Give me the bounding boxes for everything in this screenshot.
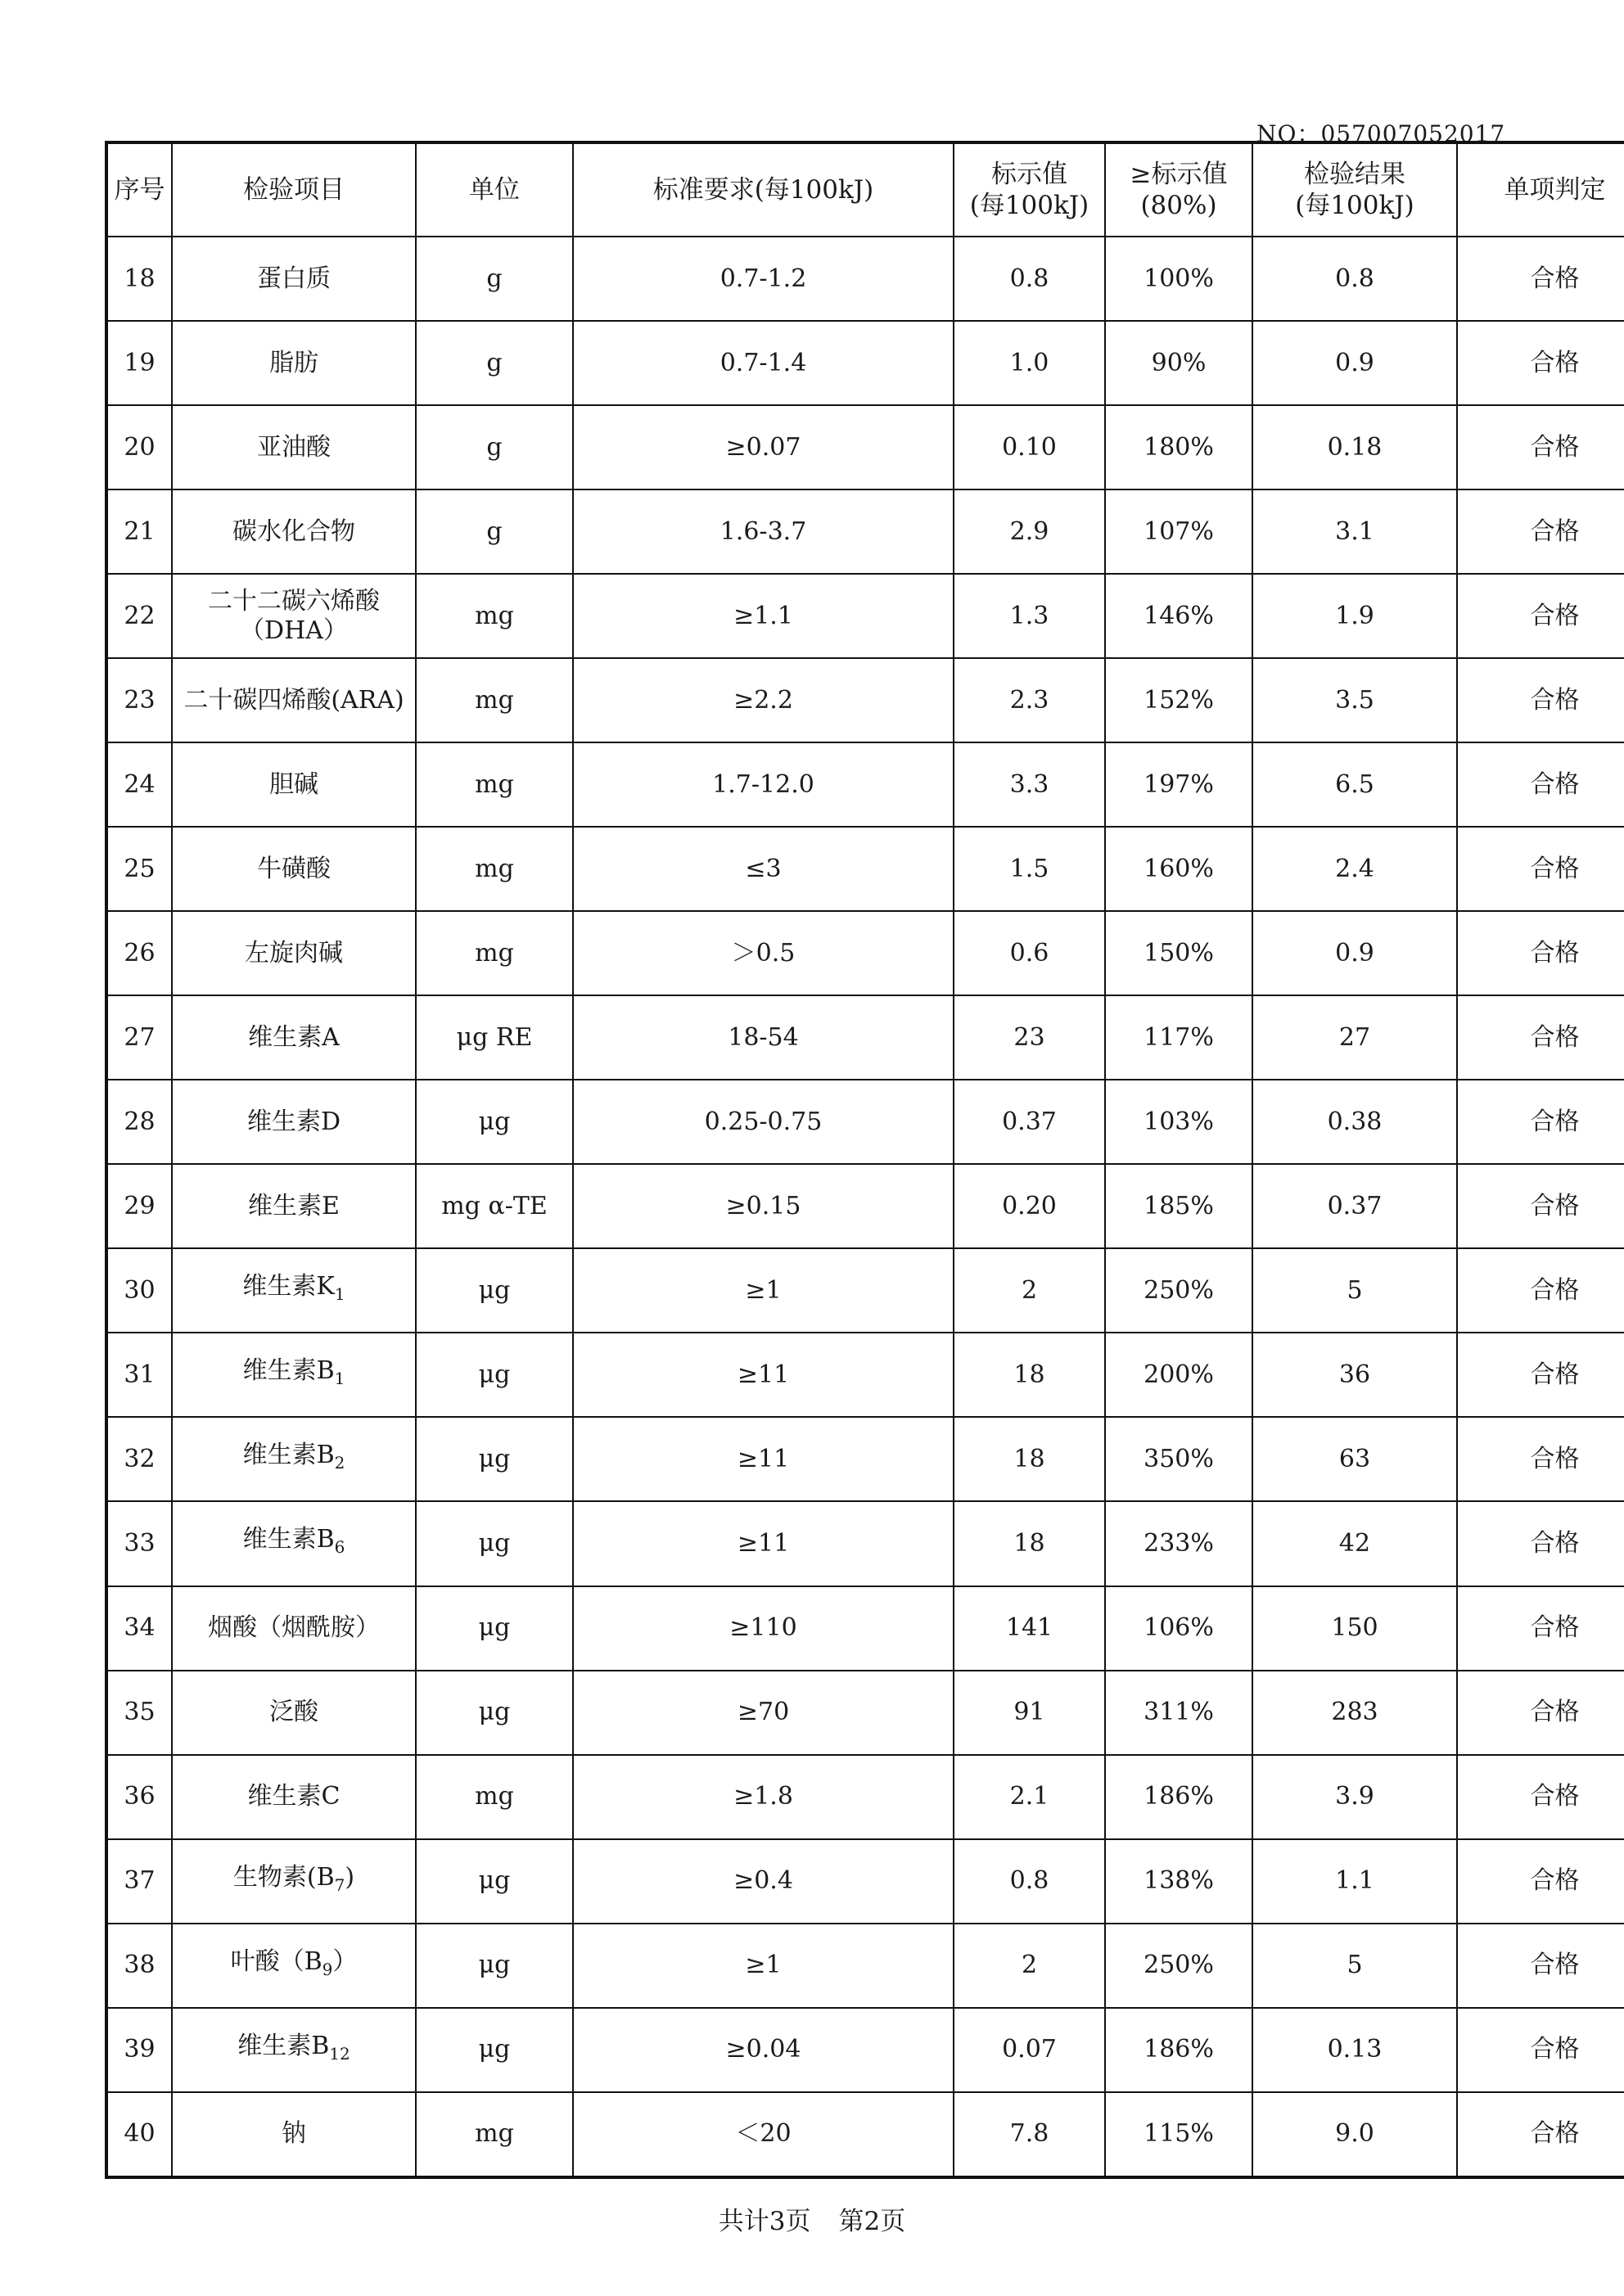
cell-item <box>172 911 416 995</box>
cell-no: 30 <box>106 1248 172 1333</box>
header-unit: 单位 <box>416 142 573 237</box>
cell-unit: μg RE <box>416 995 573 1080</box>
cell-unit: g <box>416 489 573 574</box>
cell-standard: ≥1.8 <box>573 1755 954 1839</box>
item-name: 维生素B <box>242 1356 335 1386</box>
cell-standard: ≥70 <box>573 1671 954 1755</box>
cell-verdict: 合格 <box>1457 1417 1624 1501</box>
cell-standard: ≥2.2 <box>573 658 954 742</box>
cell-ratio: 90% <box>1105 321 1252 405</box>
cell-unit: mg α-TE <box>416 1164 573 1248</box>
cell-item <box>172 742 416 827</box>
cell-item <box>172 1755 416 1839</box>
cell-verdict: 合格 <box>1457 2008 1624 2092</box>
cell-item <box>172 1924 416 2008</box>
cell-labeled-value: 3.3 <box>954 742 1105 827</box>
item-name: 脂肪 <box>269 348 318 377</box>
cell-result: 0.13 <box>1252 2008 1457 2092</box>
cell-ratio: 197% <box>1105 742 1252 827</box>
cell-verdict: 合格 <box>1457 995 1624 1080</box>
header-labeled-value: 标示值 (每100kJ) <box>954 142 1105 237</box>
cell-ratio: 152% <box>1105 658 1252 742</box>
cell-result: 283 <box>1252 1671 1457 1755</box>
cell-result: 150 <box>1252 1586 1457 1671</box>
cell-result: 0.37 <box>1252 1164 1457 1248</box>
table-row <box>106 574 1624 658</box>
cell-no: 22 <box>106 574 172 658</box>
cell-unit: g <box>416 237 573 321</box>
item-name: 二十二碳六烯酸 （DHA） <box>208 586 380 645</box>
cell-standard: ≤3 <box>573 827 954 911</box>
cell-standard: 1.7-12.0 <box>573 742 954 827</box>
cell-result: 63 <box>1252 1417 1457 1501</box>
cell-standard: ＞0.5 <box>573 911 954 995</box>
cell-no: 23 <box>106 658 172 742</box>
cell-result: 0.9 <box>1252 321 1457 405</box>
cell-unit: mg <box>416 911 573 995</box>
table-row <box>106 1080 1624 1164</box>
cell-labeled-value: 0.37 <box>954 1080 1105 1164</box>
cell-verdict: 合格 <box>1457 742 1624 827</box>
cell-verdict: 合格 <box>1457 1248 1624 1333</box>
cell-unit: μg <box>416 1839 573 1924</box>
cell-standard: ≥0.15 <box>573 1164 954 1248</box>
cell-ratio: 103% <box>1105 1080 1252 1164</box>
cell-labeled-value: 1.5 <box>954 827 1105 911</box>
table-row <box>106 1755 1624 1839</box>
item-name: 胆碱 <box>269 769 318 799</box>
cell-result: 9.0 <box>1252 2092 1457 2177</box>
total-pages: 共计3页 <box>718 2207 811 2236</box>
cell-item <box>172 995 416 1080</box>
cell-ratio: 117% <box>1105 995 1252 1080</box>
cell-labeled-value: 1.3 <box>954 574 1105 658</box>
cell-labeled-value: 23 <box>954 995 1105 1080</box>
cell-ratio: 160% <box>1105 827 1252 911</box>
cell-no: 20 <box>106 405 172 489</box>
header-ratio: ≥标示值 (80%) <box>1105 142 1252 237</box>
item-subscript: 2 <box>334 1453 345 1473</box>
current-page: 第2页 <box>838 2207 906 2236</box>
item-name: 泛酸 <box>269 1698 318 1727</box>
item-name: 碳水化合物 <box>232 516 355 546</box>
header-standard: 标准要求(每100kJ) <box>573 142 954 237</box>
cell-item <box>172 2008 416 2092</box>
cell-standard: ≥0.4 <box>573 1839 954 1924</box>
cell-item <box>172 1586 416 1671</box>
cell-item <box>172 1164 416 1248</box>
table-row <box>106 827 1624 911</box>
cell-standard: ≥11 <box>573 1417 954 1501</box>
cell-verdict: 合格 <box>1457 658 1624 742</box>
item-name: 维生素B <box>237 2031 330 2060</box>
table-row <box>106 1671 1624 1755</box>
cell-labeled-value: 141 <box>954 1586 1105 1671</box>
table-row <box>106 658 1624 742</box>
cell-unit: μg <box>416 1501 573 1586</box>
cell-result: 5 <box>1252 1248 1457 1333</box>
cell-no: 34 <box>106 1586 172 1671</box>
cell-verdict: 合格 <box>1457 1755 1624 1839</box>
cell-item <box>172 658 416 742</box>
cell-standard: 0.25-0.75 <box>573 1080 954 1164</box>
cell-ratio: 186% <box>1105 2008 1252 2092</box>
item-subscript: 6 <box>334 1537 345 1558</box>
cell-result: 42 <box>1252 1501 1457 1586</box>
cell-unit: g <box>416 321 573 405</box>
cell-no: 27 <box>106 995 172 1080</box>
cell-ratio: 186% <box>1105 1755 1252 1839</box>
cell-ratio: 138% <box>1105 1839 1252 1924</box>
cell-unit: μg <box>416 1924 573 2008</box>
cell-ratio: 250% <box>1105 1924 1252 2008</box>
cell-labeled-value: 18 <box>954 1333 1105 1417</box>
cell-item <box>172 1248 416 1333</box>
cell-ratio: 100% <box>1105 237 1252 321</box>
cell-ratio: 180% <box>1105 405 1252 489</box>
cell-unit: μg <box>416 1586 573 1671</box>
cell-result: 0.38 <box>1252 1080 1457 1164</box>
item-name: 烟酸（烟酰胺） <box>208 1613 380 1643</box>
table-row <box>106 1839 1624 1924</box>
table-row <box>106 1164 1624 1248</box>
cell-unit: μg <box>416 1417 573 1501</box>
item-name: 维生素K <box>242 1272 335 1301</box>
cell-verdict: 合格 <box>1457 489 1624 574</box>
table-row <box>106 321 1624 405</box>
cell-result: 0.18 <box>1252 405 1457 489</box>
cell-unit: μg <box>416 1333 573 1417</box>
cell-result: 0.9 <box>1252 911 1457 995</box>
cell-ratio: 107% <box>1105 489 1252 574</box>
cell-verdict: 合格 <box>1457 911 1624 995</box>
cell-verdict: 合格 <box>1457 574 1624 658</box>
cell-ratio: 200% <box>1105 1333 1252 1417</box>
item-name: 亚油酸 <box>257 432 331 462</box>
cell-labeled-value: 2.3 <box>954 658 1105 742</box>
cell-unit: g <box>416 405 573 489</box>
cell-item <box>172 2092 416 2177</box>
cell-standard: ≥110 <box>573 1586 954 1671</box>
cell-verdict: 合格 <box>1457 1586 1624 1671</box>
table-row <box>106 1501 1624 1586</box>
cell-verdict: 合格 <box>1457 1501 1624 1586</box>
cell-no: 33 <box>106 1501 172 1586</box>
cell-labeled-value: 2 <box>954 1924 1105 2008</box>
cell-result: 1.9 <box>1252 574 1457 658</box>
cell-result: 3.9 <box>1252 1755 1457 1839</box>
header-result: 检验结果 (每100kJ) <box>1252 142 1457 237</box>
cell-result: 27 <box>1252 995 1457 1080</box>
cell-standard: ≥0.04 <box>573 2008 954 2092</box>
item-name: 维生素B <box>242 1525 335 1554</box>
cell-verdict: 合格 <box>1457 1080 1624 1164</box>
cell-no: 28 <box>106 1080 172 1164</box>
item-name: 左旋肉碱 <box>245 938 343 968</box>
cell-item <box>172 1333 416 1417</box>
cell-no: 40 <box>106 2092 172 2177</box>
table-row <box>106 2008 1624 2092</box>
cell-labeled-value: 0.8 <box>954 1839 1105 1924</box>
table-row <box>106 1924 1624 2008</box>
cell-item <box>172 1417 416 1501</box>
cell-unit: μg <box>416 1671 573 1755</box>
cell-ratio: 350% <box>1105 1417 1252 1501</box>
cell-no: 35 <box>106 1671 172 1755</box>
cell-no: 38 <box>106 1924 172 2008</box>
cell-verdict: 合格 <box>1457 321 1624 405</box>
item-name: 钠 <box>282 2119 306 2149</box>
table-row <box>106 911 1624 995</box>
cell-no: 26 <box>106 911 172 995</box>
cell-labeled-value: 0.6 <box>954 911 1105 995</box>
cell-unit: mg <box>416 827 573 911</box>
cell-ratio: 250% <box>1105 1248 1252 1333</box>
item-name: 牛磺酸 <box>257 854 331 883</box>
table-row <box>106 405 1624 489</box>
item-name: 维生素B <box>242 1441 335 1470</box>
cell-ratio: 311% <box>1105 1671 1252 1755</box>
cell-ratio: 185% <box>1105 1164 1252 1248</box>
header-verdict: 单项判定 <box>1457 142 1624 237</box>
cell-labeled-value: 0.10 <box>954 405 1105 489</box>
cell-verdict: 合格 <box>1457 827 1624 911</box>
cell-item <box>172 1671 416 1755</box>
cell-verdict: 合格 <box>1457 1164 1624 1248</box>
cell-ratio: 146% <box>1105 574 1252 658</box>
cell-item <box>172 321 416 405</box>
item-name: 二十碳四烯酸(ARA) <box>183 685 404 715</box>
cell-verdict: 合格 <box>1457 405 1624 489</box>
cell-item <box>172 1839 416 1924</box>
cell-no: 31 <box>106 1333 172 1417</box>
cell-result: 1.1 <box>1252 1839 1457 1924</box>
cell-ratio: 233% <box>1105 1501 1252 1586</box>
cell-item <box>172 489 416 574</box>
table-row <box>106 742 1624 827</box>
cell-no: 36 <box>106 1755 172 1839</box>
item-suffix: ) <box>345 1862 355 1892</box>
cell-item <box>172 1501 416 1586</box>
cell-verdict: 合格 <box>1457 237 1624 321</box>
item-name: 蛋白质 <box>257 264 331 293</box>
cell-result: 36 <box>1252 1333 1457 1417</box>
cell-result: 2.4 <box>1252 827 1457 911</box>
cell-unit: μg <box>416 1248 573 1333</box>
cell-labeled-value: 2 <box>954 1248 1105 1333</box>
cell-labeled-value: 18 <box>954 1417 1105 1501</box>
cell-no: 37 <box>106 1839 172 1924</box>
item-name: 维生素C <box>247 1782 341 1811</box>
cell-standard: ≥1 <box>573 1248 954 1333</box>
cell-standard: ≥1 <box>573 1924 954 2008</box>
item-subscript: 1 <box>334 1284 345 1305</box>
table-row <box>106 1333 1624 1417</box>
table-row <box>106 489 1624 574</box>
table-header-row <box>106 142 1624 237</box>
cell-labeled-value: 91 <box>954 1671 1105 1755</box>
item-subscript: 7 <box>334 1874 345 1895</box>
cell-verdict: 合格 <box>1457 1839 1624 1924</box>
cell-result: 5 <box>1252 1924 1457 2008</box>
report-number: NO：057007052017 <box>1256 120 1506 147</box>
page-footer <box>0 2200 1624 2237</box>
cell-item <box>172 405 416 489</box>
cell-result: 3.5 <box>1252 658 1457 742</box>
cell-labeled-value: 0.20 <box>954 1164 1105 1248</box>
cell-item <box>172 574 416 658</box>
item-name: 生物素(B <box>232 1862 335 1892</box>
item-name: 维生素E <box>248 1191 340 1220</box>
item-name: 维生素A <box>248 1022 340 1052</box>
cell-no: 39 <box>106 2008 172 2092</box>
cell-no: 24 <box>106 742 172 827</box>
table-row <box>106 1417 1624 1501</box>
item-name: 维生素D <box>246 1107 341 1136</box>
item-suffix: ） <box>332 1946 358 1976</box>
cell-unit: mg <box>416 574 573 658</box>
cell-standard: ≥11 <box>573 1333 954 1417</box>
item-subscript: 1 <box>334 1369 345 1389</box>
table-row <box>106 2092 1624 2177</box>
cell-no: 32 <box>106 1417 172 1501</box>
cell-no: 25 <box>106 827 172 911</box>
table-row <box>106 1586 1624 1671</box>
cell-labeled-value: 0.07 <box>954 2008 1105 2092</box>
inspection-table <box>105 141 1624 2179</box>
cell-standard: ≥11 <box>573 1501 954 1586</box>
cell-verdict: 合格 <box>1457 1333 1624 1417</box>
cell-no: 18 <box>106 237 172 321</box>
cell-ratio: 115% <box>1105 2092 1252 2177</box>
cell-ratio: 106% <box>1105 1586 1252 1671</box>
cell-unit: mg <box>416 742 573 827</box>
cell-result: 6.5 <box>1252 742 1457 827</box>
item-subscript: 9 <box>322 1959 333 1979</box>
cell-standard: ≥0.07 <box>573 405 954 489</box>
table-row <box>106 1248 1624 1333</box>
cell-labeled-value: 1.0 <box>954 321 1105 405</box>
cell-unit: mg <box>416 2092 573 2177</box>
cell-ratio: 150% <box>1105 911 1252 995</box>
header-item: 检验项目 <box>172 142 416 237</box>
cell-labeled-value: 2.1 <box>954 1755 1105 1839</box>
cell-unit: mg <box>416 1755 573 1839</box>
cell-unit: μg <box>416 2008 573 2092</box>
cell-standard: 0.7-1.2 <box>573 237 954 321</box>
cell-standard: 0.7-1.4 <box>573 321 954 405</box>
cell-verdict: 合格 <box>1457 1924 1624 2008</box>
cell-labeled-value: 2.9 <box>954 489 1105 574</box>
header-no: 序号 <box>106 142 172 237</box>
cell-no: 29 <box>106 1164 172 1248</box>
cell-standard: ≥1.1 <box>573 574 954 658</box>
cell-verdict: 合格 <box>1457 2092 1624 2177</box>
cell-standard: ＜20 <box>573 2092 954 2177</box>
item-name: 叶酸（B <box>230 1946 323 1976</box>
cell-labeled-value: 0.8 <box>954 237 1105 321</box>
cell-no: 19 <box>106 321 172 405</box>
cell-result: 3.1 <box>1252 489 1457 574</box>
cell-standard: 1.6-3.7 <box>573 489 954 574</box>
cell-verdict: 合格 <box>1457 1671 1624 1755</box>
cell-item <box>172 1080 416 1164</box>
table-row <box>106 237 1624 321</box>
cell-standard: 18-54 <box>573 995 954 1080</box>
cell-item <box>172 827 416 911</box>
cell-labeled-value: 7.8 <box>954 2092 1105 2177</box>
cell-result: 0.8 <box>1252 237 1457 321</box>
cell-unit: mg <box>416 658 573 742</box>
cell-unit: μg <box>416 1080 573 1164</box>
item-subscript: 12 <box>329 2043 350 2064</box>
cell-no: 21 <box>106 489 172 574</box>
cell-item <box>172 237 416 321</box>
cell-labeled-value: 18 <box>954 1501 1105 1586</box>
table-row <box>106 995 1624 1080</box>
